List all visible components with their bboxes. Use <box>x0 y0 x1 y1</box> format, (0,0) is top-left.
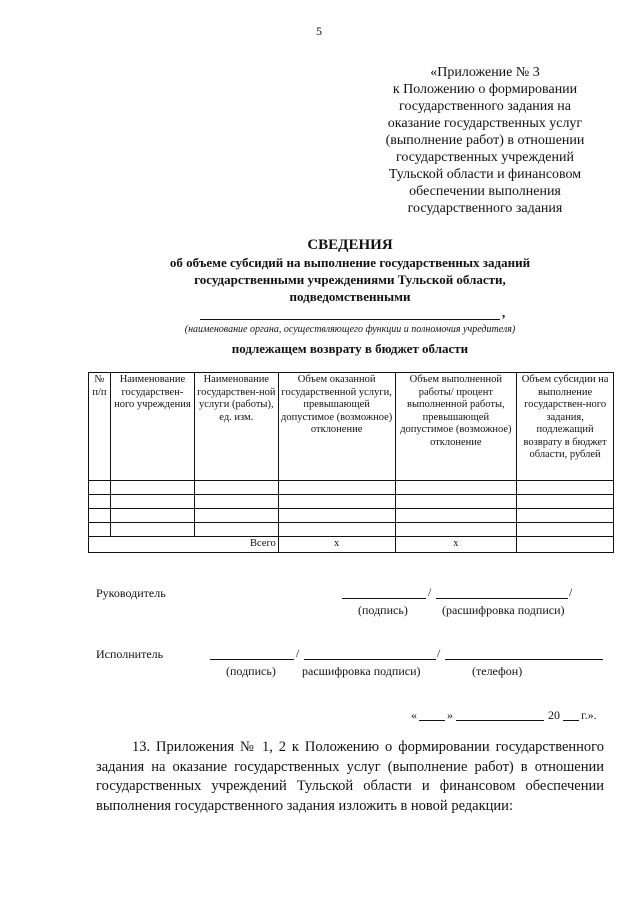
subsidy-table <box>88 372 614 553</box>
total-cell: x <box>278 537 395 553</box>
paragraph-13 <box>96 738 604 816</box>
total-cell <box>517 537 614 553</box>
org-caption: (наименование органа, осуществляющего функции и полномочия учредителя) <box>184 324 516 335</box>
appendix-line: (выполнение работ) в отношении <box>385 133 585 148</box>
paragraph-text: 13. Приложения № 1, 2 к Положению о формировании государственного задания на оказание государственных услуг (выполнение работ) в отношении государственных учреждений Тульской области и финансовом обеспечении выполнения государственного задания изложить в новой редакции: <box>96 739 604 814</box>
appendix-line: оказание государственных услуг <box>387 116 583 131</box>
head-label: Руководитель <box>96 586 166 600</box>
date-year-line <box>563 720 579 721</box>
appendix-line: государственного задания на <box>399 99 571 114</box>
appendix-line: государственных учреждений <box>396 150 574 165</box>
date-close-quote: » <box>447 708 453 722</box>
head-sign-line <box>342 598 426 599</box>
header-cell: Объем субсидии на выполнение государствен-ного задания, подлежащий возврату в бюджет области, рублей <box>517 373 614 481</box>
page-number: 5 <box>316 24 322 38</box>
exec-sign-caption: (подпись) <box>226 664 276 678</box>
header-cell: Объем оказанной государственной услуги, превышающей допустимое (возможное) отклонение <box>278 373 395 481</box>
total-cell: x <box>395 537 517 553</box>
org-comma: , <box>502 305 506 320</box>
exec-sign-line <box>210 659 294 660</box>
header-cell: Наименование государствен-ного учреждения <box>110 373 194 481</box>
table-header-row <box>89 373 614 481</box>
document-title-block <box>80 236 620 357</box>
exec-decode-caption: расшифровка подписи) <box>302 664 421 678</box>
head-slash: / <box>428 585 432 599</box>
exec-decode-line <box>304 659 436 660</box>
appendix-line: Тульской области и финансовом <box>388 167 582 182</box>
exec-phone-line <box>445 659 603 660</box>
appendix-line: «Приложение № 3 <box>430 65 540 80</box>
head-decode-line <box>436 598 568 599</box>
date-month-line <box>456 720 544 721</box>
head-slash: / <box>569 585 573 599</box>
title-line: об объеме субсидий на выполнение государственных заданий <box>169 255 531 270</box>
org-name-underline <box>200 319 500 320</box>
date-year-prefix: 20 <box>548 708 560 722</box>
org-name-blank <box>80 305 620 323</box>
header-cell: № п/п <box>89 373 111 481</box>
title-line: подведомственными <box>289 289 411 304</box>
total-row <box>89 537 614 553</box>
header-cell: Наименование государствен-ной услуги (работы), ед. изм. <box>194 373 278 481</box>
date-day-line <box>419 720 445 721</box>
head-decode-caption: (расшифровка подписи) <box>442 603 565 617</box>
title-line: государственными учреждениями Тульской области, <box>194 272 506 287</box>
appendix-line: к Положению о формировании <box>392 82 578 97</box>
document-title: СВЕДЕНИЯ <box>307 237 393 253</box>
table-row <box>89 481 614 495</box>
return-line: подлежащем возврату в бюджет области <box>231 341 469 356</box>
header-cell: Объем выполненной работы/ процент выполненной работы, превышающей допустимое (возможное) отклонение <box>395 373 517 481</box>
exec-slash: / <box>296 646 300 660</box>
head-sign-caption: (подпись) <box>358 603 408 617</box>
table-row <box>89 509 614 523</box>
date-open-quote: « <box>411 708 417 722</box>
exec-slash: / <box>437 646 441 660</box>
date-suffix: г.». <box>581 708 597 722</box>
table-row <box>89 495 614 509</box>
appendix-line: государственного задания <box>407 201 563 216</box>
total-label: Всего <box>89 537 279 553</box>
table-row <box>89 523 614 537</box>
exec-phone-caption: (телефон) <box>472 664 523 678</box>
executor-label: Исполнитель <box>96 647 164 661</box>
appendix-block <box>362 64 608 217</box>
appendix-line: обеспечении выполнения <box>409 184 561 199</box>
